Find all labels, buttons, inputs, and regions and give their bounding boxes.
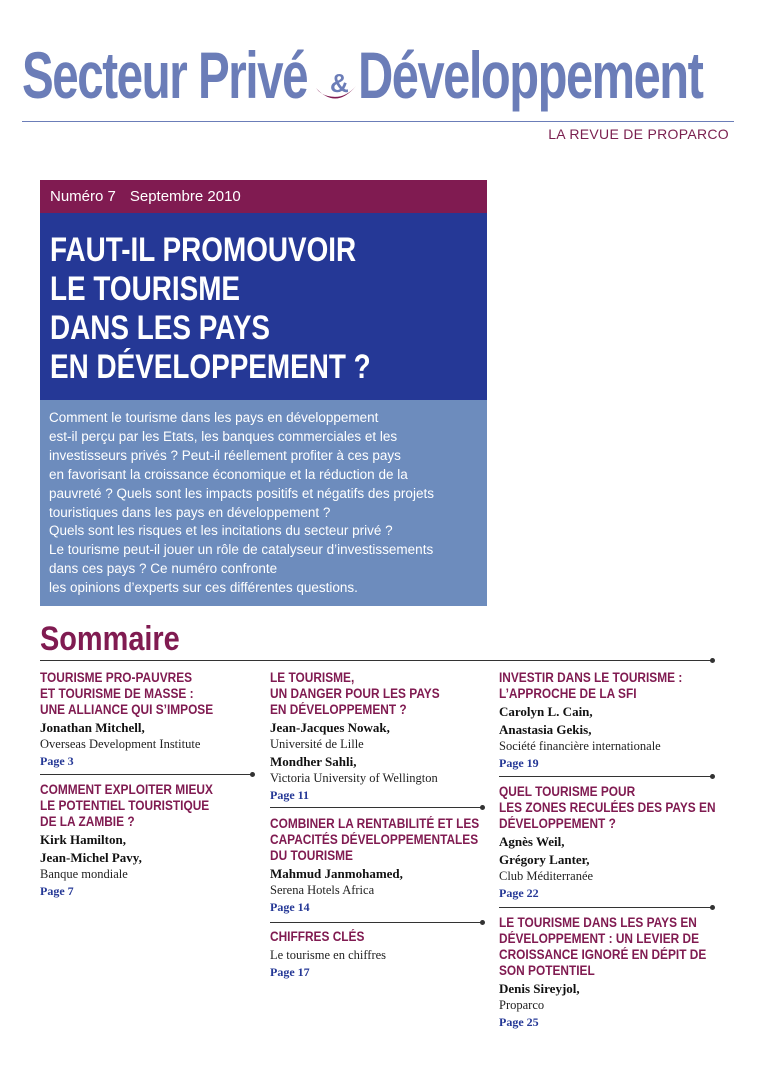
toc-title-line: L’APPROCHE DE LA SFI [499,686,637,701]
toc-author: Kirk Hamilton, [40,832,126,847]
intro-line: pauvreté ? Quels sont les impacts positifs et négatifs des projets [49,485,434,501]
intro-line: Comment le tourisme dans les pays en développement [49,410,379,425]
toc-title-line: DÉVELOPPEMENT ? [499,816,616,831]
toc-title-line: LE TOURISME DANS LES PAYS EN [499,915,697,930]
toc-page-link[interactable]: Page 19 [499,756,539,770]
toc-author: Mondher Sahli, [270,754,357,769]
toc-article [499,915,724,1030]
toc-title-line: ET TOURISME DE MASSE : [40,686,194,701]
ampersand-logo-icon [314,60,358,112]
headline-line: FAUT-IL PROMOUVOIR [50,231,357,269]
toc-org: Société financière internationale [499,739,661,753]
toc-page-link[interactable]: Page 11 [270,788,309,802]
toc-org: Serena Hotels Africa [270,883,375,897]
toc-title-line: COMBINER LA RENTABILITÉ ET LES [270,816,480,831]
toc-title-line: QUEL TOURISME POUR [499,784,636,799]
issue-bar [40,180,487,213]
toc-page-link[interactable]: Page 7 [40,884,74,898]
toc-title-line: DE LA ZAMBIE ? [40,814,135,829]
toc-page-link[interactable]: Page 14 [270,900,310,914]
toc-author: Carolyn L. Cain, [499,704,593,719]
toc-page-link[interactable]: Page 3 [40,754,74,768]
toc-title-line: TOURISME PRO-PAUVRES [40,670,193,685]
toc-divider [499,907,713,908]
sommaire-rule [40,660,713,661]
issue-date: Septembre 2010 [129,188,241,205]
toc-author: Denis Sireyjol, [499,981,580,996]
toc-org: Victoria University of Wellington [270,771,438,785]
headline-box [40,213,487,400]
intro-box [40,400,487,606]
toc-author: Jonathan Mitchell, [40,720,145,735]
toc-page-link[interactable]: Page 17 [270,965,310,979]
toc-author: Jean-Michel Pavy, [40,850,142,865]
toc-org: Université de Lille [270,737,364,751]
toc-author: Agnès Weil, [499,834,565,849]
toc-divider [270,922,483,923]
issue-number: Numéro 7 [50,188,116,205]
toc-article [270,670,485,803]
headline-line: DANS LES PAYS [50,309,271,347]
intro-line: en favorisant la croissance économique et la réduction de la [49,466,408,482]
intro-line: les opinions d’experts sur ces différentes questions. [49,580,358,596]
toc-article [499,784,724,901]
intro-line: investisseurs privés ? Peut-il réellement profiter à ces pays [49,447,401,463]
toc-title-line: SON POTENTIEL [499,963,595,978]
sommaire-title: Sommaire [40,620,180,658]
headline-line: LE TOURISME [50,270,241,308]
intro-line: touristiques dans les pays en développement ? [49,504,331,520]
toc-title-line: DU TOURISME [270,848,353,863]
toc-title-line: DÉVELOPPEMENT : UN LEVIER DE [499,931,700,946]
masthead-rule [22,121,734,122]
toc-title-line: LE TOURISME, [270,670,355,685]
toc-article [40,782,255,899]
toc-author: Anastasia Gekis, [499,722,592,737]
headline-line: EN DÉVELOPPEMENT ? [50,348,371,386]
toc-article [40,670,255,769]
toc-org: Proparco [499,998,545,1012]
intro-line: Quels sont les risques et les incitations du secteur privé ? [49,523,393,539]
ampersand-glyph: & [330,68,349,98]
toc-org: Overseas Development Institute [40,737,201,751]
toc-title-line: INVESTIR DANS LE TOURISME : [499,670,683,685]
toc-divider [499,776,713,777]
toc-author: Grégory Lanter, [499,852,590,867]
toc-title-line: UNE ALLIANCE QUI S’IMPOSE [40,702,214,717]
toc-title-line: UN DANGER POUR LES PAYS [270,686,440,701]
toc-title-line: CAPACITÉS DÉVELOPPEMENTALES [270,832,479,847]
toc-page-link[interactable]: Page 22 [499,886,539,900]
toc-divider [40,774,253,775]
toc-title-line: COMMENT EXPLOITER MIEUX [40,782,213,797]
toc-org: Le tourisme en chiffres [270,948,387,962]
toc-title-line: CHIFFRES CLÉS [270,929,365,944]
toc-org: Banque mondiale [40,867,128,881]
intro-line: Le tourisme peut-il jouer un rôle de catalyseur d’investissements [49,542,434,558]
toc-divider [270,807,483,808]
toc-author: Jean-Jacques Nowak, [270,720,390,735]
masthead-title-right: Développement [358,38,703,112]
intro-line: est-il perçu par les Etats, les banques commerciales et les [49,428,398,444]
toc-title-line: EN DÉVELOPPEMENT ? [270,702,407,717]
toc-article [499,670,724,771]
masthead-subtitle: LA REVUE DE PROPARCO [548,126,729,142]
intro-line: dans ces pays ? Ce numéro confronte [49,561,278,577]
toc-title-line: LES ZONES RECULÉES DES PAYS EN [499,800,716,815]
toc-author: Mahmud Janmohamed, [270,866,403,881]
toc-article [270,816,485,915]
toc-org: Club Méditerranée [499,869,594,883]
toc-title-line: LE POTENTIEL TOURISTIQUE [40,798,210,813]
toc-article [270,929,485,980]
toc-title-line: CROISSANCE IGNORÉ EN DÉPIT DE [499,947,707,962]
toc-page-link[interactable]: Page 25 [499,1015,539,1029]
masthead-title-left: Secteur Privé [22,38,308,112]
